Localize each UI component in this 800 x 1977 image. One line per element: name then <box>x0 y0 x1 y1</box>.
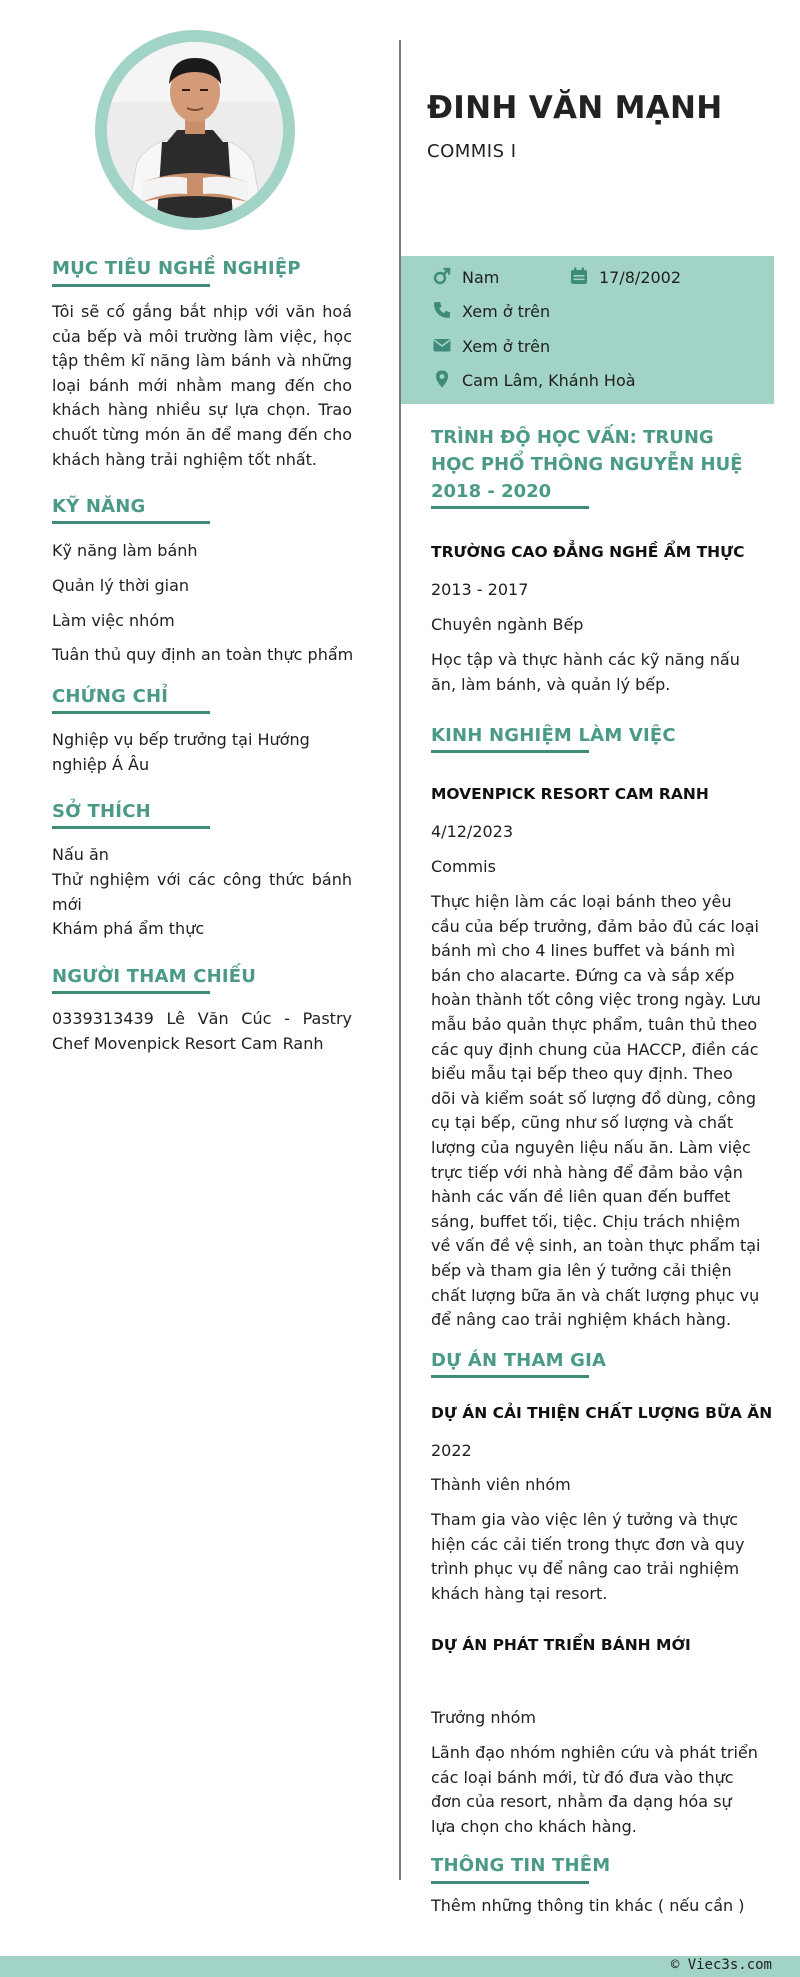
skill-item: Tuân thủ quy định an toàn thực phẩm <box>52 645 354 664</box>
additional-title: THÔNG TIN THÊM <box>431 1855 611 1876</box>
certificates-text: Nghiệp vụ bếp trưởng tại Hướng nghiệp Á Âu <box>52 730 310 774</box>
address-value: Cam Lâm, Khánh Hoà <box>462 371 636 390</box>
education-underline <box>431 506 589 509</box>
objective-title: MỤC TIÊU NGHỀ NGHIỆP <box>52 258 301 279</box>
calendar-icon <box>569 266 589 286</box>
project-name: DỰ ÁN CẢI THIỆN CHẤT LƯỢNG BỮA ĂN <box>431 1404 773 1422</box>
skill-item: Làm việc nhóm <box>52 611 175 630</box>
certificates-underline <box>52 711 210 714</box>
hobby-item: Thử nghiệm với các công thức bánh mới <box>52 870 352 914</box>
experience-date: 4/12/2023 <box>431 822 514 841</box>
candidate-role: COMMIS I <box>427 141 517 162</box>
company-name: MOVENPICK RESORT CAM RANH <box>431 785 709 803</box>
education-period: 2013 - 2017 <box>431 580 529 599</box>
projects-title: DỰ ÁN THAM GIA <box>431 1350 607 1371</box>
project-year: 2022 <box>431 1441 472 1460</box>
hobbies-underline <box>52 826 210 829</box>
references-text: 0339313439 Lê Văn Cúc - Pastry Chef Movenpick Resort Cam Ranh <box>52 1009 352 1053</box>
gender-value: Nam <box>462 268 500 287</box>
references-title: NGƯỜI THAM CHIẾU <box>52 966 257 987</box>
phone-value: Xem ở trên <box>462 302 551 321</box>
email-value: Xem ở trên <box>462 337 551 356</box>
education-major: Chuyên ngành Bếp <box>431 615 584 634</box>
skill-item: Quản lý thời gian <box>52 576 190 595</box>
school-name: TRƯỜNG CAO ĐẲNG NGHỀ ẨM THỰC <box>431 543 745 561</box>
skills-title: KỸ NĂNG <box>52 496 146 517</box>
projects-underline <box>431 1375 589 1378</box>
hobby-item: Nấu ăn <box>52 845 109 864</box>
objective-underline <box>52 284 210 287</box>
project-name: DỰ ÁN PHÁT TRIỂN BÁNH MỚI <box>431 1636 691 1654</box>
experience-description: Thực hiện làm các loại bánh theo yêu cầu của bếp trưởng, đảm bảo đủ các loại bánh mì cho 4 lines buffet và bánh mì bán cho alacarte. Đứng ca và sắp xếp hoàn thành tốt công việc trong ngày. Lưu mẫu bảo quản thực phẩm, tuân thủ theo các quy định chung của HACCP, điền các biểu mẫu tại bếp theo quy định. Theo dõi và kiểm soát số lượng đồ dùng, công cụ tại bếp, cũng như số lượng và chất lượng của nguyên liệu nấu ăn. Làm việc trực tiếp với nhà hàng để đảm bảo vận hành các vấn đề liên quan đến buffet sáng, buffet tối, tiệc. Chịu trách nhiệm về vấn đề vệ sinh, an toàn thực phẩm tại bếp và tham gia lên ý tưởng cải thiện chất lượng bữa ăn và chất lượng phục vụ để nâng cao trải nghiệm khách hàng. <box>431 892 761 1330</box>
project-description: Lãnh đạo nhóm nghiên cứu và phát triển các loại bánh mới, từ đó đưa vào thực đơn của resort, nhằm đa dạng hóa sự lựa chọn cho khách hàng. <box>431 1743 758 1836</box>
dob-value: 17/8/2002 <box>599 268 682 287</box>
skill-item: Kỹ năng làm bánh <box>52 541 198 560</box>
location-pin-icon <box>432 369 452 389</box>
portrait-photo <box>107 42 283 218</box>
candidate-name: ĐINH VĂN MẠNH <box>427 90 723 126</box>
avatar <box>107 42 283 218</box>
experience-title: KINH NGHIỆM LÀM VIỆC <box>431 725 676 746</box>
additional-underline <box>431 1881 589 1884</box>
skills-underline <box>52 521 210 524</box>
objective-text: Tôi sẽ cố gắng bắt nhịp với văn hoá của bếp và môi trường làm việc, học tập thêm kĩ năng làm bánh và những loại bánh mới nhằm mang đến cho khách hàng nhiều sự lựa chọn. Trao chuốt từng món ăn để mang đến cho khách hàng trải nghiệm tốt nhất. <box>52 302 352 469</box>
gender-icon <box>432 266 452 286</box>
certificates-title: CHỨNG CHỈ <box>52 686 169 707</box>
additional-text: Thêm những thông tin khác ( nếu cần ) <box>431 1896 745 1915</box>
footer-credit: © Viec3s.com <box>670 1957 772 1973</box>
education-title: TRÌNH ĐỘ HỌC VẤN: TRUNG HỌC PHỔ THÔNG NGUYỄN HUỆ 2018 - 2020 <box>431 427 743 502</box>
references-underline <box>52 991 210 994</box>
education-description: Học tập và thực hành các kỹ năng nấu ăn, làm bánh, và quản lý bếp. <box>431 650 740 694</box>
project-role: Trưởng nhóm <box>431 1708 536 1727</box>
hobby-item: Khám phá ẩm thực <box>52 919 205 938</box>
hobbies-title: SỞ THÍCH <box>52 801 151 822</box>
email-icon <box>432 335 452 355</box>
project-role: Thành viên nhóm <box>431 1475 571 1494</box>
experience-position: Commis <box>431 857 496 876</box>
project-description: Tham gia vào việc lên ý tưởng và thực hiện các cải tiến trong thực đơn và quy trình phục vụ để nâng cao trải nghiệm khách hàng tại resort. <box>431 1510 745 1603</box>
experience-underline <box>431 750 589 753</box>
phone-icon <box>432 300 452 320</box>
